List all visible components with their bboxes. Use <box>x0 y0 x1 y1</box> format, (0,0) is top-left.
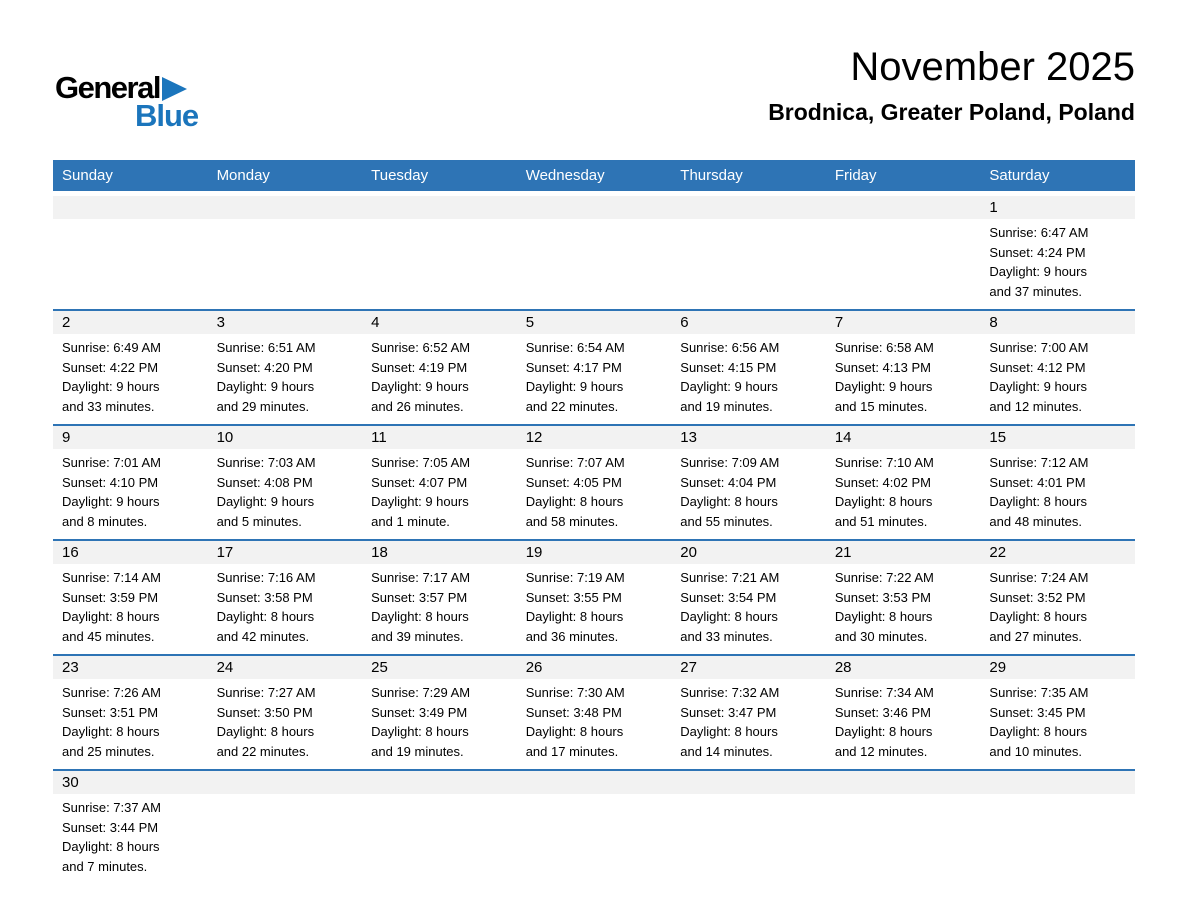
day-details <box>362 334 517 424</box>
detail-line: Daylight: 8 hours <box>834 609 933 624</box>
detail-line: Sunset: 4:04 PM <box>680 474 777 490</box>
day-cell-empty <box>671 771 826 884</box>
day-number: 2 <box>53 311 208 334</box>
day-cell-2 <box>53 311 208 424</box>
detail-line: and 19 minutes. <box>680 398 773 414</box>
detail-line: Sunrise: 7:14 AM <box>62 570 161 585</box>
page-title: November 2025 <box>850 45 1135 89</box>
day-number: 28 <box>826 656 981 679</box>
day-number: 24 <box>208 656 363 679</box>
day-details <box>826 449 981 539</box>
day-details <box>362 679 517 769</box>
detail-line: Daylight: 9 hours <box>989 379 1087 394</box>
detail-line: and 39 minutes. <box>371 628 464 644</box>
day-cell-30 <box>53 771 208 884</box>
day-details <box>671 449 826 539</box>
detail-line: Sunset: 4:12 PM <box>989 359 1086 375</box>
detail-line: Sunset: 3:57 PM <box>371 589 468 605</box>
day-number: 4 <box>362 311 517 334</box>
day-number: 5 <box>517 311 672 334</box>
detail-line: Sunset: 3:51 PM <box>62 704 159 720</box>
page-subtitle: Brodnica, Greater Poland, Poland <box>768 99 1135 125</box>
day-cell-empty <box>517 196 672 309</box>
day-cell-3 <box>208 311 363 424</box>
detail-line: Sunset: 3:59 PM <box>62 589 159 605</box>
day-number: 14 <box>826 426 981 449</box>
day-cell-8 <box>980 311 1135 424</box>
day-cell-empty <box>671 196 826 309</box>
detail-line: Sunset: 4:07 PM <box>371 474 468 490</box>
detail-line: Sunrise: 7:01 AM <box>62 455 161 470</box>
detail-line: Sunset: 4:15 PM <box>680 359 777 375</box>
detail-line: Sunset: 4:02 PM <box>834 474 931 490</box>
detail-line: Sunrise: 6:52 AM <box>371 340 471 355</box>
day-cell-empty <box>980 771 1135 884</box>
day-details <box>671 334 826 424</box>
day-cell-15 <box>980 426 1135 539</box>
detail-line: Daylight: 8 hours <box>680 494 778 509</box>
day-cell-24 <box>208 656 363 769</box>
weekday-header-thursday: Thursday <box>680 167 743 184</box>
detail-line: Daylight: 8 hours <box>371 724 469 739</box>
day-cell-empty <box>362 771 517 884</box>
detail-line: and 45 minutes. <box>62 628 155 644</box>
day-number: 6 <box>671 311 826 334</box>
day-details <box>671 679 826 769</box>
day-cell-empty <box>826 771 981 884</box>
detail-line: and 12 minutes. <box>989 398 1082 414</box>
detail-line: Sunset: 3:44 PM <box>62 819 159 835</box>
detail-line: and 17 minutes. <box>525 743 619 759</box>
day-number-empty <box>980 771 1135 794</box>
detail-line: and 22 minutes. <box>216 743 310 759</box>
detail-line: Sunrise: 7:19 AM <box>525 570 625 585</box>
week-row-1 <box>53 196 1135 309</box>
day-cell-6 <box>671 311 826 424</box>
detail-line: Daylight: 8 hours <box>834 494 933 509</box>
detail-line: Daylight: 8 hours <box>216 724 315 739</box>
day-cell-1 <box>980 196 1135 309</box>
day-number: 9 <box>53 426 208 449</box>
day-details <box>53 449 208 539</box>
day-cell-9 <box>53 426 208 539</box>
detail-line: and 55 minutes. <box>680 513 773 529</box>
day-number-empty <box>362 771 517 794</box>
weekday-header-wednesday: Wednesday <box>525 167 605 184</box>
detail-line: Sunset: 3:54 PM <box>680 589 777 605</box>
calendar-grid <box>53 196 1135 884</box>
day-number: 3 <box>208 311 363 334</box>
day-details <box>980 219 1135 309</box>
detail-line: Sunset: 4:24 PM <box>989 244 1086 260</box>
day-cell-empty <box>362 196 517 309</box>
detail-line: Daylight: 8 hours <box>989 494 1087 509</box>
weekday-header-friday: Friday <box>834 167 877 184</box>
day-cell-empty <box>208 196 363 309</box>
day-number: 19 <box>517 541 672 564</box>
detail-line: and 19 minutes. <box>371 743 464 759</box>
detail-line: Daylight: 8 hours <box>62 839 160 854</box>
detail-line: Sunrise: 7:34 AM <box>834 685 934 700</box>
detail-line: Daylight: 8 hours <box>834 724 933 739</box>
logo-text-general: General <box>55 70 160 105</box>
detail-line: Daylight: 9 hours <box>834 379 933 394</box>
weekday-header-sunday: Sunday <box>62 167 113 184</box>
detail-line: and 33 minutes. <box>680 628 773 644</box>
detail-line: Sunrise: 7:09 AM <box>680 455 780 470</box>
day-details <box>53 564 208 654</box>
day-details <box>671 564 826 654</box>
detail-line: Sunrise: 7:30 AM <box>525 685 625 700</box>
day-details <box>362 564 517 654</box>
detail-line: Sunset: 4:05 PM <box>525 474 622 490</box>
detail-line: and 33 minutes. <box>62 398 155 414</box>
day-number: 8 <box>980 311 1135 334</box>
day-details <box>826 679 981 769</box>
day-details <box>208 334 363 424</box>
day-cell-25 <box>362 656 517 769</box>
day-details <box>517 564 672 654</box>
day-number: 7 <box>826 311 981 334</box>
detail-line: Sunrise: 6:56 AM <box>680 340 780 355</box>
day-details <box>517 334 672 424</box>
detail-line: Sunrise: 6:58 AM <box>834 340 934 355</box>
detail-line: Sunrise: 7:32 AM <box>680 685 780 700</box>
day-number: 21 <box>826 541 981 564</box>
day-number: 29 <box>980 656 1135 679</box>
day-number-empty <box>671 771 826 794</box>
day-details <box>53 334 208 424</box>
detail-line: Sunset: 3:48 PM <box>525 704 622 720</box>
detail-line: Daylight: 8 hours <box>680 609 778 624</box>
detail-line: Sunrise: 7:17 AM <box>371 570 471 585</box>
day-cell-5 <box>517 311 672 424</box>
day-cell-14 <box>826 426 981 539</box>
detail-line: Daylight: 8 hours <box>525 494 624 509</box>
detail-line: and 30 minutes. <box>834 628 928 644</box>
detail-line: and 26 minutes. <box>371 398 464 414</box>
day-cell-4 <box>362 311 517 424</box>
detail-line: Sunset: 4:01 PM <box>989 474 1086 490</box>
detail-line: Daylight: 9 hours <box>62 379 160 394</box>
day-number-empty <box>517 196 672 219</box>
detail-line: Sunset: 3:55 PM <box>525 589 622 605</box>
day-details <box>980 334 1135 424</box>
week-row-6 <box>53 769 1135 884</box>
day-number: 12 <box>517 426 672 449</box>
day-cell-11 <box>362 426 517 539</box>
day-cell-empty <box>53 196 208 309</box>
day-number: 26 <box>517 656 672 679</box>
day-details <box>980 449 1135 539</box>
day-number-empty <box>362 196 517 219</box>
detail-line: Daylight: 9 hours <box>680 379 778 394</box>
detail-line: Sunset: 3:46 PM <box>834 704 931 720</box>
day-details <box>517 679 672 769</box>
day-number: 1 <box>980 196 1135 219</box>
day-number: 10 <box>208 426 363 449</box>
day-number-empty <box>208 196 363 219</box>
weekday-header-saturday: Saturday <box>989 167 1050 184</box>
detail-line: Sunrise: 7:24 AM <box>989 570 1089 585</box>
detail-line: Sunset: 4:10 PM <box>62 474 159 490</box>
detail-line: Sunrise: 7:07 AM <box>525 455 625 470</box>
day-details <box>208 564 363 654</box>
detail-line: Sunrise: 6:49 AM <box>62 340 161 355</box>
detail-line: Sunset: 4:19 PM <box>371 359 468 375</box>
detail-line: and 10 minutes. <box>989 743 1082 759</box>
detail-line: Daylight: 9 hours <box>216 494 315 509</box>
day-cell-22 <box>980 541 1135 654</box>
day-number: 27 <box>671 656 826 679</box>
detail-line: and 5 minutes. <box>216 513 302 529</box>
detail-line: and 1 minute. <box>371 513 450 529</box>
day-number: 23 <box>53 656 208 679</box>
detail-line: and 8 minutes. <box>62 513 148 529</box>
day-cell-28 <box>826 656 981 769</box>
detail-line: and 29 minutes. <box>216 398 310 414</box>
weekday-header-monday: Monday <box>216 167 270 184</box>
detail-line: Daylight: 9 hours <box>371 379 469 394</box>
day-details <box>208 449 363 539</box>
detail-line: Sunrise: 6:51 AM <box>216 340 316 355</box>
day-number: 25 <box>362 656 517 679</box>
detail-line: and 37 minutes. <box>989 283 1082 299</box>
title-block <box>768 44 1135 126</box>
general-blue-logo <box>53 44 198 134</box>
detail-line: Daylight: 8 hours <box>525 724 624 739</box>
week-row-3 <box>53 424 1135 539</box>
detail-line: and 12 minutes. <box>834 743 928 759</box>
day-details <box>53 679 208 769</box>
day-number-empty <box>517 771 672 794</box>
detail-line: Sunset: 3:49 PM <box>371 704 468 720</box>
day-cell-21 <box>826 541 981 654</box>
detail-line: Daylight: 8 hours <box>62 609 160 624</box>
week-row-2 <box>53 309 1135 424</box>
day-number: 30 <box>53 771 208 794</box>
detail-line: Daylight: 9 hours <box>525 379 624 394</box>
detail-line: Sunset: 3:58 PM <box>216 589 313 605</box>
day-details <box>826 564 981 654</box>
day-number-empty <box>826 771 981 794</box>
detail-line: and 51 minutes. <box>834 513 928 529</box>
day-details <box>362 449 517 539</box>
detail-line: Daylight: 8 hours <box>525 609 624 624</box>
day-cell-16 <box>53 541 208 654</box>
detail-line: Sunrise: 7:27 AM <box>216 685 316 700</box>
day-cell-20 <box>671 541 826 654</box>
detail-line: and 58 minutes. <box>525 513 619 529</box>
detail-line: Sunrise: 7:21 AM <box>680 570 780 585</box>
detail-line: and 15 minutes. <box>834 398 928 414</box>
detail-line: Daylight: 9 hours <box>216 379 315 394</box>
detail-line: Sunrise: 7:29 AM <box>371 685 471 700</box>
detail-line: and 14 minutes. <box>680 743 773 759</box>
detail-line: Sunset: 4:08 PM <box>216 474 313 490</box>
detail-line: Sunset: 3:52 PM <box>989 589 1086 605</box>
day-cell-12 <box>517 426 672 539</box>
day-details <box>980 564 1135 654</box>
detail-line: Sunrise: 7:12 AM <box>989 455 1089 470</box>
day-cell-10 <box>208 426 363 539</box>
day-cell-23 <box>53 656 208 769</box>
detail-line: Daylight: 9 hours <box>989 264 1087 279</box>
day-cell-18 <box>362 541 517 654</box>
detail-line: Sunset: 3:45 PM <box>989 704 1086 720</box>
detail-line: Daylight: 8 hours <box>371 609 469 624</box>
day-number-empty <box>53 196 208 219</box>
day-number: 22 <box>980 541 1135 564</box>
day-cell-29 <box>980 656 1135 769</box>
week-row-4 <box>53 539 1135 654</box>
detail-line: Daylight: 9 hours <box>371 494 469 509</box>
detail-line: Daylight: 8 hours <box>989 609 1087 624</box>
detail-line: Sunset: 4:13 PM <box>834 359 931 375</box>
day-cell-27 <box>671 656 826 769</box>
weekday-header-tuesday: Tuesday <box>371 167 429 184</box>
detail-line: Sunrise: 7:10 AM <box>834 455 934 470</box>
day-number-empty <box>826 196 981 219</box>
week-row-5 <box>53 654 1135 769</box>
detail-line: Daylight: 9 hours <box>62 494 160 509</box>
day-number: 17 <box>208 541 363 564</box>
day-details <box>53 794 208 884</box>
detail-line: Sunrise: 6:54 AM <box>525 340 625 355</box>
detail-line: Sunset: 4:22 PM <box>62 359 159 375</box>
day-number-empty <box>208 771 363 794</box>
detail-line: and 36 minutes. <box>525 628 619 644</box>
day-cell-26 <box>517 656 672 769</box>
detail-line: Sunrise: 7:03 AM <box>216 455 316 470</box>
day-cell-13 <box>671 426 826 539</box>
day-cell-empty <box>517 771 672 884</box>
day-cell-empty <box>208 771 363 884</box>
day-details <box>517 449 672 539</box>
detail-line: Daylight: 8 hours <box>62 724 160 739</box>
logo-text-blue: Blue <box>135 98 199 133</box>
detail-line: and 22 minutes. <box>525 398 619 414</box>
detail-line: Daylight: 8 hours <box>216 609 315 624</box>
detail-line: Sunrise: 6:47 AM <box>989 225 1089 240</box>
detail-line: and 48 minutes. <box>989 513 1082 529</box>
detail-line: Daylight: 8 hours <box>680 724 778 739</box>
day-cell-7 <box>826 311 981 424</box>
page-header <box>53 44 1135 134</box>
detail-line: Sunrise: 7:22 AM <box>834 570 934 585</box>
day-number: 15 <box>980 426 1135 449</box>
detail-line: and 27 minutes. <box>989 628 1082 644</box>
detail-line: Sunset: 3:53 PM <box>834 589 931 605</box>
day-number: 20 <box>671 541 826 564</box>
detail-line: Sunrise: 7:26 AM <box>62 685 161 700</box>
detail-line: Sunset: 3:47 PM <box>680 704 777 720</box>
day-cell-17 <box>208 541 363 654</box>
detail-line: Sunset: 3:50 PM <box>216 704 313 720</box>
detail-line: and 25 minutes. <box>62 743 155 759</box>
detail-line: Sunset: 4:20 PM <box>216 359 313 375</box>
detail-line: Sunrise: 7:00 AM <box>989 340 1089 355</box>
day-number: 16 <box>53 541 208 564</box>
day-details <box>980 679 1135 769</box>
day-number: 11 <box>362 426 517 449</box>
detail-line: Sunrise: 7:37 AM <box>62 800 161 815</box>
day-number: 18 <box>362 541 517 564</box>
day-number-empty <box>671 196 826 219</box>
detail-line: Sunset: 4:17 PM <box>525 359 622 375</box>
day-cell-empty <box>826 196 981 309</box>
detail-line: Sunrise: 7:35 AM <box>989 685 1089 700</box>
day-cell-19 <box>517 541 672 654</box>
detail-line: and 42 minutes. <box>216 628 310 644</box>
day-number: 13 <box>671 426 826 449</box>
weekday-header-row <box>53 160 1135 191</box>
day-details <box>208 679 363 769</box>
detail-line: Sunrise: 7:16 AM <box>216 570 316 585</box>
detail-line: Sunrise: 7:05 AM <box>371 455 471 470</box>
detail-line: and 7 minutes. <box>62 858 148 874</box>
detail-line: Daylight: 8 hours <box>989 724 1087 739</box>
day-details <box>826 334 981 424</box>
